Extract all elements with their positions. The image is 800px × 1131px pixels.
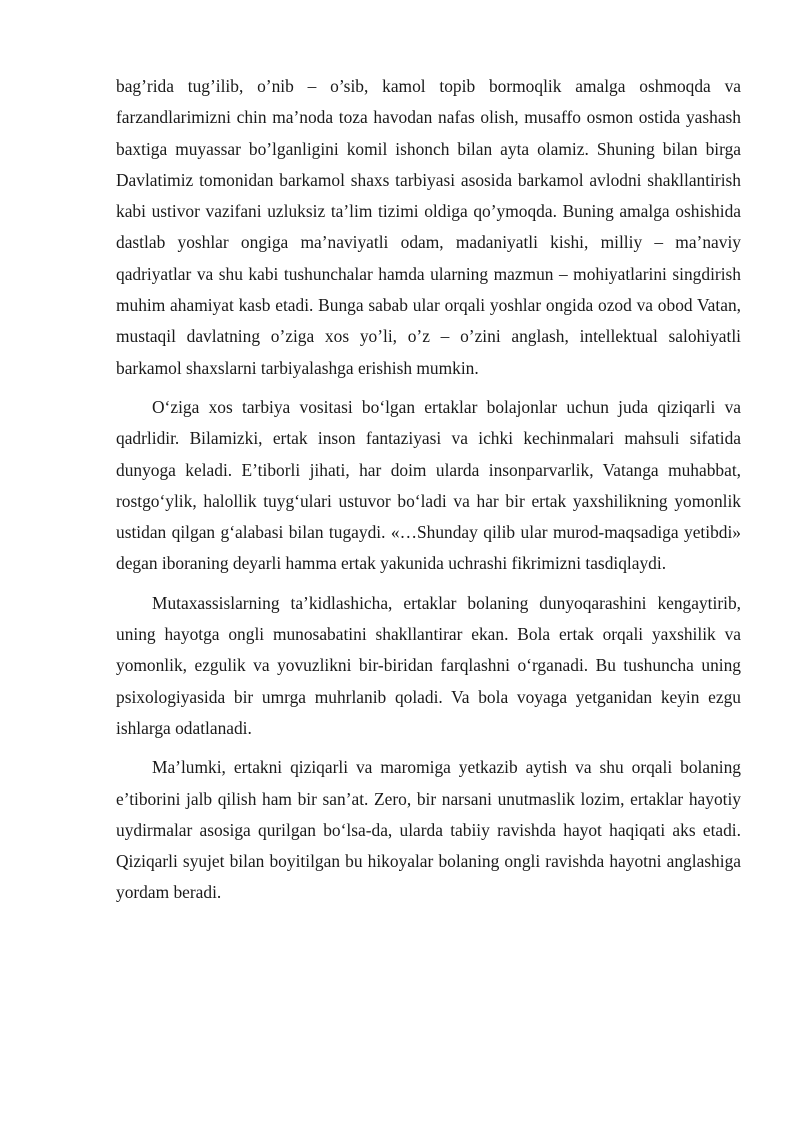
document-page bbox=[116, 71, 741, 909]
paragraph-storytelling-art: Ma’lumki, ertakni qiziqarli va maromiga yetkazib aytish va shu orqali bolaning e’tiborini jalb qilish ham bir san’at. Zero, bir narsani unutmaslik lozim, ertaklar hayotiy uydirmalar asosiga qurilgan bo‘lsa-da, ularda tabiiy ravishda hayot haqiqati aks etadi. Qiziqarli syujet bilan boyitilgan bu hikoyalar bolaning ongli ravishda hayotni anglashiga yordam beradi. bbox=[116, 757, 741, 903]
paragraph-fairy-tales-intro: O‘ziga xos tarbiya vositasi bo‘lgan ertaklar bolajonlar uchun juda qiziqarli va qadrlidir. Bilamizki, ertak inson fantaziyasi va ichki kechinmalari mahsuli sifatida dunyoga keladi. E’tiborli jihati, har doim ularda insonparvarlik, Vatanga muhabbat, rostgo‘ylik, halollik tuyg‘ulari ustuvor bo‘ladi va har bir ertak yaxshilikning yomonlik ustidan qilgan g‘alabasi bilan tugaydi. «…Shunday qilib ular murod-maqsadiga yetibdi» degan iboraning deyarli hamma ertak yakunida uchrashi fikrimizni tasdiqlaydi. bbox=[116, 396, 741, 574]
paragraph-continuation: bag’rida tug’ilib, o’nib – o’sib, kamol topib bormoqlik amalga oshmoqda va farzandlarimizni chin ma’noda toza havodan nafas olish, musaffo osmon ostida yashash baxtiga muyassar bo’lganligini komil ishonch bilan ayta olamiz. Shuning bilan birga Davlatimiz tomonidan barkamol shaxs tarbiyasi asosida barkamol avlodni shakllantirish kabi ustivor vazifani uzluksiz ta’lim tizimi oldiga qo’ymoqda. Buning amalga oshishida dastlab yoshlar ongiga ma’naviyatli odam, madaniyatli kishi, milliy – ma’naviy qadriyatlar va shu kabi tushunchalar hamda ularning mazmun – mohiyatlarini singdirish muhim ahamiyat kasb etadi. Bunga sabab ular orqali yoshlar ongida ozod va obod Vatan, mustaqil davlatning o’ziga xos yo’li, o’z – o’zini anglash, intellektual salohiyatli barkamol shaxslarni tarbiyalashga erishish mumkin. bbox=[116, 76, 741, 378]
paragraph-specialists-opinion: Mutaxassislarning ta’kidlashicha, ertaklar bolaning dunyoqarashini kengaytirib, uning hayotga ongli munosabatini shakllantirar ekan. Bola ertak orqali yaxshilik va yomonlik, ezgulik va yovuzlikni bir-biridan farqlashni o‘rganadi. Bu tushuncha uning psixologiyasida bir umrga muhrlanib qoladi. Va bola voyaga yetganidan keyin ezgu ishlarga odatlanadi. bbox=[116, 592, 741, 738]
